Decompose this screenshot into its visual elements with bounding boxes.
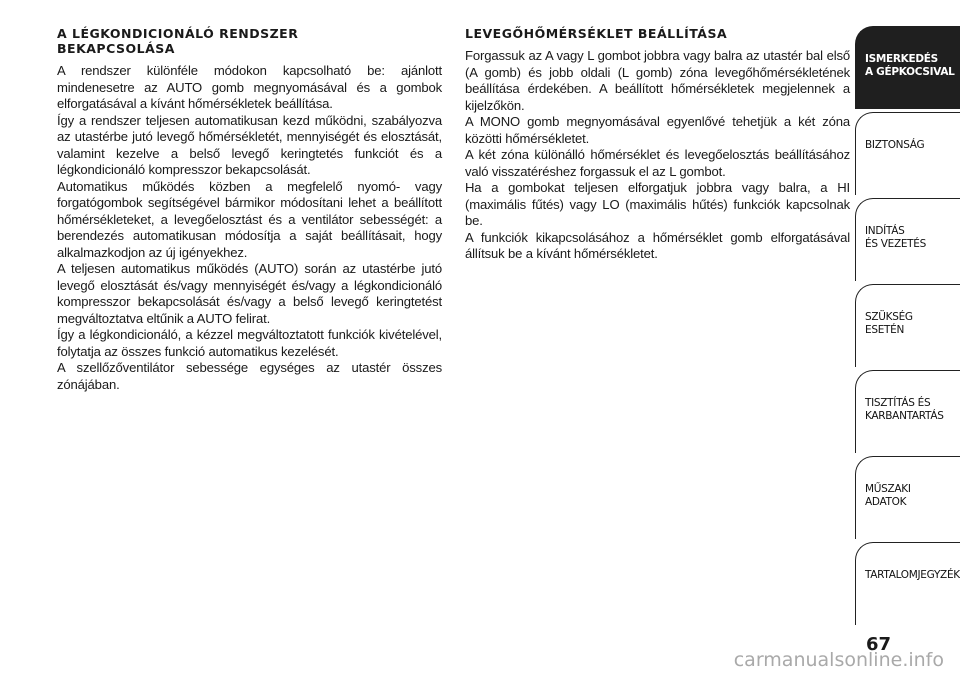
paragraph: A teljesen automatikus működés (AUTO) során az utastérbe jutó levegő elosztását és/vagy mennyiségét és/vagy a légkondicionáló kompresszor bekapcsolását és/vagy a belső levegő keringtetést megváltoztatva eltűnik a AUTO felirat. — [57, 261, 442, 326]
watermark: carmanualsonline.info — [733, 649, 944, 671]
tab-label — [865, 397, 944, 423]
tab-label — [865, 53, 955, 79]
tab-label-line: ISMERKEDÉS — [865, 53, 938, 65]
paragraph: A két zóna különálló hőmérséklet és levegőelosztás beállításához való visszatéréshez forgassuk el az L gombot. — [465, 147, 850, 179]
paragraph: Így a légkondicionáló, a kézzel megváltoztatott funkciók kivételével, folytatja az összes funkció automatikus kezelését. — [57, 327, 442, 359]
paragraph: A szellőzőventilátor sebessége egységes az utastér összes zónájában. — [57, 360, 442, 392]
heading-line: A LÉGKONDICIONÁLÓ RENDSZER — [57, 26, 299, 41]
tab-label-line: KARBANTARTÁS — [865, 410, 944, 422]
right-column — [465, 26, 850, 263]
tab-label — [865, 225, 926, 251]
page-number: 67 — [865, 634, 891, 655]
heading-line: BEKAPCSOLÁSA — [57, 41, 175, 56]
tab-inditas[interactable] — [855, 198, 960, 281]
tab-label-line: ESETÉN — [865, 324, 905, 336]
section-heading-temperature — [465, 26, 850, 41]
tab-label-line: BIZTONSÁG — [865, 139, 925, 151]
tab-ismerkedes[interactable] — [855, 26, 960, 109]
paragraph: A rendszer különféle módokon kapcsolható be: ajánlott mindenesetre az AUTO gomb megnyomásával és a gombok elforgatásával a kívánt hőmérsékletek beállítása. — [57, 63, 442, 111]
paragraph: A funkciók kikapcsolásához a hőmérséklet gomb elforgatásával állítsuk be a kívánt hőmérsékletet. — [465, 229, 850, 261]
tab-tisztitas[interactable] — [855, 370, 960, 453]
tab-label-line: MŰSZAKI — [865, 483, 911, 495]
tab-label — [865, 569, 960, 582]
tab-label-line: TARTALOMJEGYZÉK — [865, 569, 960, 581]
paragraph: Így a rendszer teljesen automatikusan kezd működni, szabályozva az utastérbe jutó levegő hőmérsékletét, mennyiségét és elosztását, valamint kezelve a belső levegő keringtetés funkciót és a légkondicionáló kompresszor bekapcsolását. — [57, 112, 442, 177]
tab-label — [865, 311, 913, 337]
tab-label-line: INDÍTÁS — [865, 225, 905, 237]
paragraph: Ha a gombokat teljesen elforgatjuk jobbra vagy balra, a HI (maximális fűtés) vagy LO (maximális hűtés) funkciók kapcsolnak be. — [465, 180, 850, 228]
tab-label-line: A GÉPKOCSIVAL — [865, 66, 955, 78]
paragraph: Forgassuk az A vagy L gombot jobbra vagy balra az utastér bal első (A gomb) és jobb oldali (L gomb) zóna levegőhőmérsékletének beállítása érdekében. A beállított hőmérsékletek megjelennek a kijelzőkön. — [465, 48, 850, 113]
chapter-tabs — [855, 26, 960, 628]
paragraph: A MONO gomb megnyomásával egyenlővé tehetjük a két zóna közötti hőmérsékletet. — [465, 114, 850, 146]
tab-label-line: TISZTÍTÁS ÉS — [865, 397, 931, 409]
paragraph: Automatikus működés közben a megfelelő nyomó- vagy forgatógombok segítségével bármikor módosítani lehet a beállított hőmérsékleteket, a levegőelosztást és a ventilátor sebességét: a berendezés automatikusan módosítja a saját beállításait, hogy alkalmazkodjon az új igényekhez. — [57, 178, 442, 260]
tab-label — [865, 139, 924, 152]
tab-label — [865, 483, 911, 509]
tab-label-line: ÉS VEZETÉS — [865, 238, 926, 250]
tab-label-line: SZÜKSÉG — [865, 311, 913, 323]
heading-line: LEVEGŐHŐMÉRSÉKLET BEÁLLÍTÁSA — [465, 26, 728, 41]
tab-muszaki[interactable] — [855, 456, 960, 539]
tab-tartalomjegyzek[interactable] — [855, 542, 960, 625]
tab-biztonsag[interactable] — [855, 112, 960, 195]
section-heading-ac-activation — [57, 26, 442, 56]
tab-szukseg[interactable] — [855, 284, 960, 367]
left-column — [57, 26, 442, 393]
tab-label-line: ADATOK — [865, 496, 907, 508]
